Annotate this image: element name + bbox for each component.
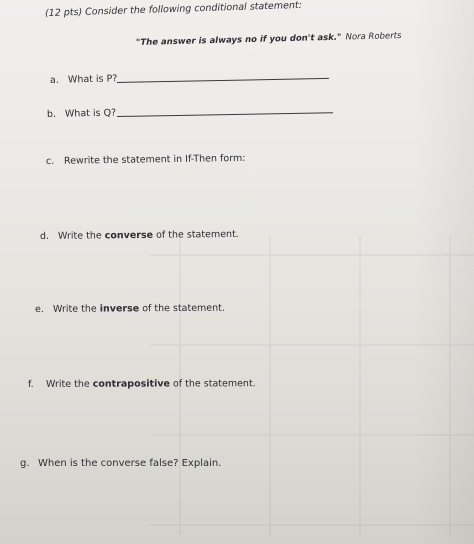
question-b-text: What is Q? bbox=[64, 107, 117, 120]
answer-line-a bbox=[117, 78, 329, 83]
question-d-text-start: Write the bbox=[57, 230, 105, 242]
question-b bbox=[47, 109, 116, 120]
problem-header: (12 pts) Consider the following conditional statement: bbox=[44, 0, 303, 19]
edge-shadow bbox=[414, 0, 474, 544]
question-g-text: When is the converse false? Explain. bbox=[38, 458, 222, 469]
question-d bbox=[40, 230, 239, 242]
question-g bbox=[20, 459, 221, 469]
question-a bbox=[50, 74, 118, 85]
question-e-text-end: of the statement. bbox=[139, 302, 225, 315]
question-g-letter: g. bbox=[20, 458, 30, 469]
question-f-keyword: contrapositive bbox=[92, 378, 170, 390]
question-f-text-start: Write the bbox=[45, 378, 93, 390]
question-f-letter: f. bbox=[27, 378, 34, 390]
question-f-text-end: of the statement. bbox=[169, 378, 256, 390]
question-d-keyword: converse bbox=[104, 229, 154, 242]
question-e bbox=[35, 304, 225, 315]
question-d-letter: d. bbox=[39, 230, 50, 242]
question-e-text-start: Write the bbox=[52, 303, 100, 315]
quote-text: "The answer is always no if you don't ask." bbox=[135, 32, 342, 48]
answer-line-b bbox=[117, 112, 333, 117]
question-a-letter: a. bbox=[49, 74, 59, 86]
question-d-text-end: of the statement. bbox=[152, 228, 239, 241]
question-b-letter: b. bbox=[46, 108, 57, 120]
quote-attribution: Nora Roberts bbox=[345, 31, 402, 43]
conditional-statement-quote bbox=[136, 32, 402, 47]
question-c-letter: c. bbox=[45, 155, 55, 167]
question-e-letter: e. bbox=[34, 303, 44, 315]
question-c bbox=[46, 154, 246, 167]
question-c-text: Rewrite the statement in If-Then form: bbox=[63, 152, 246, 167]
question-a-text: What is P? bbox=[67, 73, 118, 86]
question-e-keyword: inverse bbox=[99, 303, 140, 315]
question-f bbox=[28, 379, 256, 389]
